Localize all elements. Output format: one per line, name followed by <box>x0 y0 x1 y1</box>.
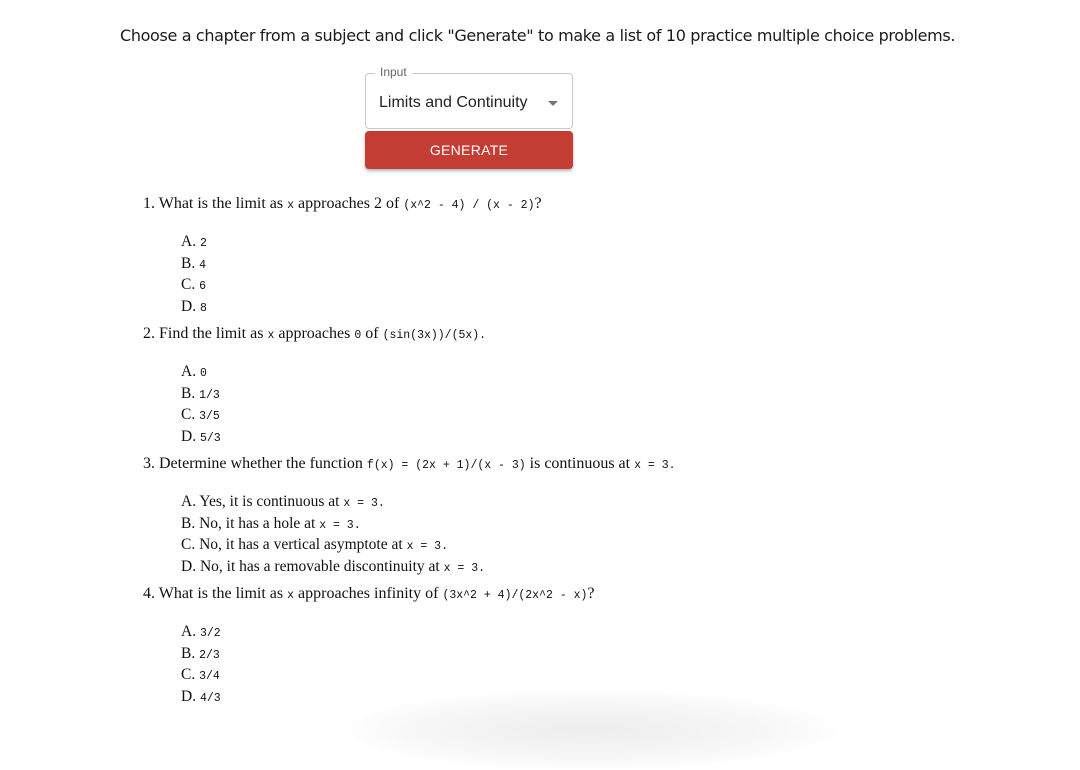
code-fragment: x <box>287 199 295 212</box>
code-fragment: 6 <box>199 280 206 293</box>
answer-choice <box>181 557 943 579</box>
code-fragment: 4/3 <box>199 691 221 705</box>
code-fragment: 3/4 <box>199 670 220 683</box>
code-fragment: 1/3 <box>199 388 220 402</box>
select-label: Input <box>375 65 412 79</box>
choice-list <box>181 232 943 318</box>
select-value: Limits and Continuity <box>379 94 528 111</box>
answer-choice <box>181 492 943 514</box>
answer-choice <box>181 275 943 297</box>
text-fragment: is continuous at <box>525 455 635 472</box>
text-fragment: What is the limit as <box>155 585 288 602</box>
choice-letter: C. <box>181 276 200 293</box>
question-text <box>143 324 943 346</box>
code-fragment: x = 3. <box>343 497 385 510</box>
text-fragment: ? <box>587 585 595 602</box>
choice-letter: A. <box>181 493 200 510</box>
answer-choice <box>181 232 943 254</box>
text-fragment: No, it has a vertical asymptote at <box>199 536 407 553</box>
answer-choice <box>181 384 943 406</box>
text-fragment: ? <box>534 195 542 212</box>
choice-letter: C. <box>181 666 200 683</box>
choice-letter: A. <box>181 623 200 640</box>
choice-letter: B. <box>181 514 200 532</box>
generate-button[interactable]: GENERATE <box>365 131 573 169</box>
choice-list <box>181 492 943 578</box>
code-fragment: 8 <box>199 301 207 315</box>
question-text <box>143 454 943 476</box>
choice-letter: D. <box>181 557 200 575</box>
text-fragment: Determine whether the function <box>155 455 367 472</box>
question-block <box>143 454 943 584</box>
text-fragment: No, it has a hole at <box>199 514 320 532</box>
choice-letter: A. <box>181 233 200 250</box>
code-fragment: 0 <box>199 367 207 380</box>
code-fragment: x <box>287 589 295 602</box>
text-fragment: of <box>361 325 383 342</box>
answer-choice <box>181 427 943 449</box>
choice-letter: B. <box>181 254 200 272</box>
code-fragment: 5/3 <box>199 431 221 445</box>
code-fragment: x = 3. <box>406 540 448 553</box>
choice-list <box>181 362 943 448</box>
answer-choice <box>181 254 943 276</box>
answer-choice <box>181 687 943 709</box>
choice-list <box>181 622 943 708</box>
code-fragment: x = 3. <box>634 459 676 472</box>
code-fragment: x = 3. <box>443 561 486 575</box>
choice-letter: B. <box>181 644 200 662</box>
code-fragment: x <box>267 329 275 342</box>
code-fragment: 3/2 <box>199 627 221 640</box>
code-fragment: (x^2 - 4) / (x - 2) <box>403 199 535 212</box>
choice-letter: B. <box>181 384 200 402</box>
instructions-text: Choose a chapter from a subject and click "Generate" to make a list of 10 practice multiple choice problems. <box>120 26 956 45</box>
choice-letter: D. <box>181 297 200 315</box>
caret-down-icon <box>548 101 558 106</box>
code-fragment: 4 <box>199 258 206 272</box>
text-fragment: approaches <box>274 325 355 342</box>
answer-choice <box>181 405 943 427</box>
answer-choice <box>181 514 943 536</box>
code-fragment: (sin(3x))/(5x). <box>382 329 487 342</box>
question-number: 1. <box>143 195 155 212</box>
choice-letter: D. <box>181 427 200 445</box>
choice-letter: C. <box>181 406 200 423</box>
choice-letter: C. <box>181 536 200 553</box>
code-fragment: 2 <box>199 237 207 250</box>
question-block <box>143 324 943 454</box>
answer-choice <box>181 644 943 666</box>
question-list <box>143 194 943 714</box>
question-number: 3. <box>143 455 155 472</box>
answer-choice <box>181 362 943 384</box>
chapter-select[interactable] <box>365 65 573 129</box>
answer-choice <box>181 535 943 557</box>
text-fragment: approaches infinity of <box>294 585 443 602</box>
answer-choice <box>181 622 943 644</box>
question-text <box>143 584 943 606</box>
answer-choice <box>181 297 943 319</box>
text-fragment: approaches 2 of <box>294 195 404 212</box>
text-fragment: Yes, it is continuous at <box>199 493 344 510</box>
code-fragment: 3/5 <box>199 410 220 423</box>
code-fragment: x = 3. <box>319 518 361 532</box>
code-fragment: 2/3 <box>199 648 220 662</box>
question-text <box>143 194 943 216</box>
question-block <box>143 194 943 324</box>
code-fragment: (3x^2 + 4)/(2x^2 - x) <box>442 589 588 602</box>
text-fragment: What is the limit as <box>155 195 288 212</box>
code-fragment: 0 <box>354 329 362 342</box>
choice-letter: D. <box>181 687 200 705</box>
question-number: 2. <box>143 325 155 342</box>
question-block <box>143 584 943 714</box>
text-fragment: Find the limit as <box>155 325 268 342</box>
question-number: 4. <box>143 585 155 602</box>
choice-letter: A. <box>181 363 200 380</box>
answer-choice <box>181 665 943 687</box>
code-fragment: f(x) = (2x + 1)/(x - 3) <box>366 459 526 472</box>
text-fragment: No, it has a removable discontinuity at <box>199 557 444 575</box>
question-5-cut-off <box>143 713 443 720</box>
